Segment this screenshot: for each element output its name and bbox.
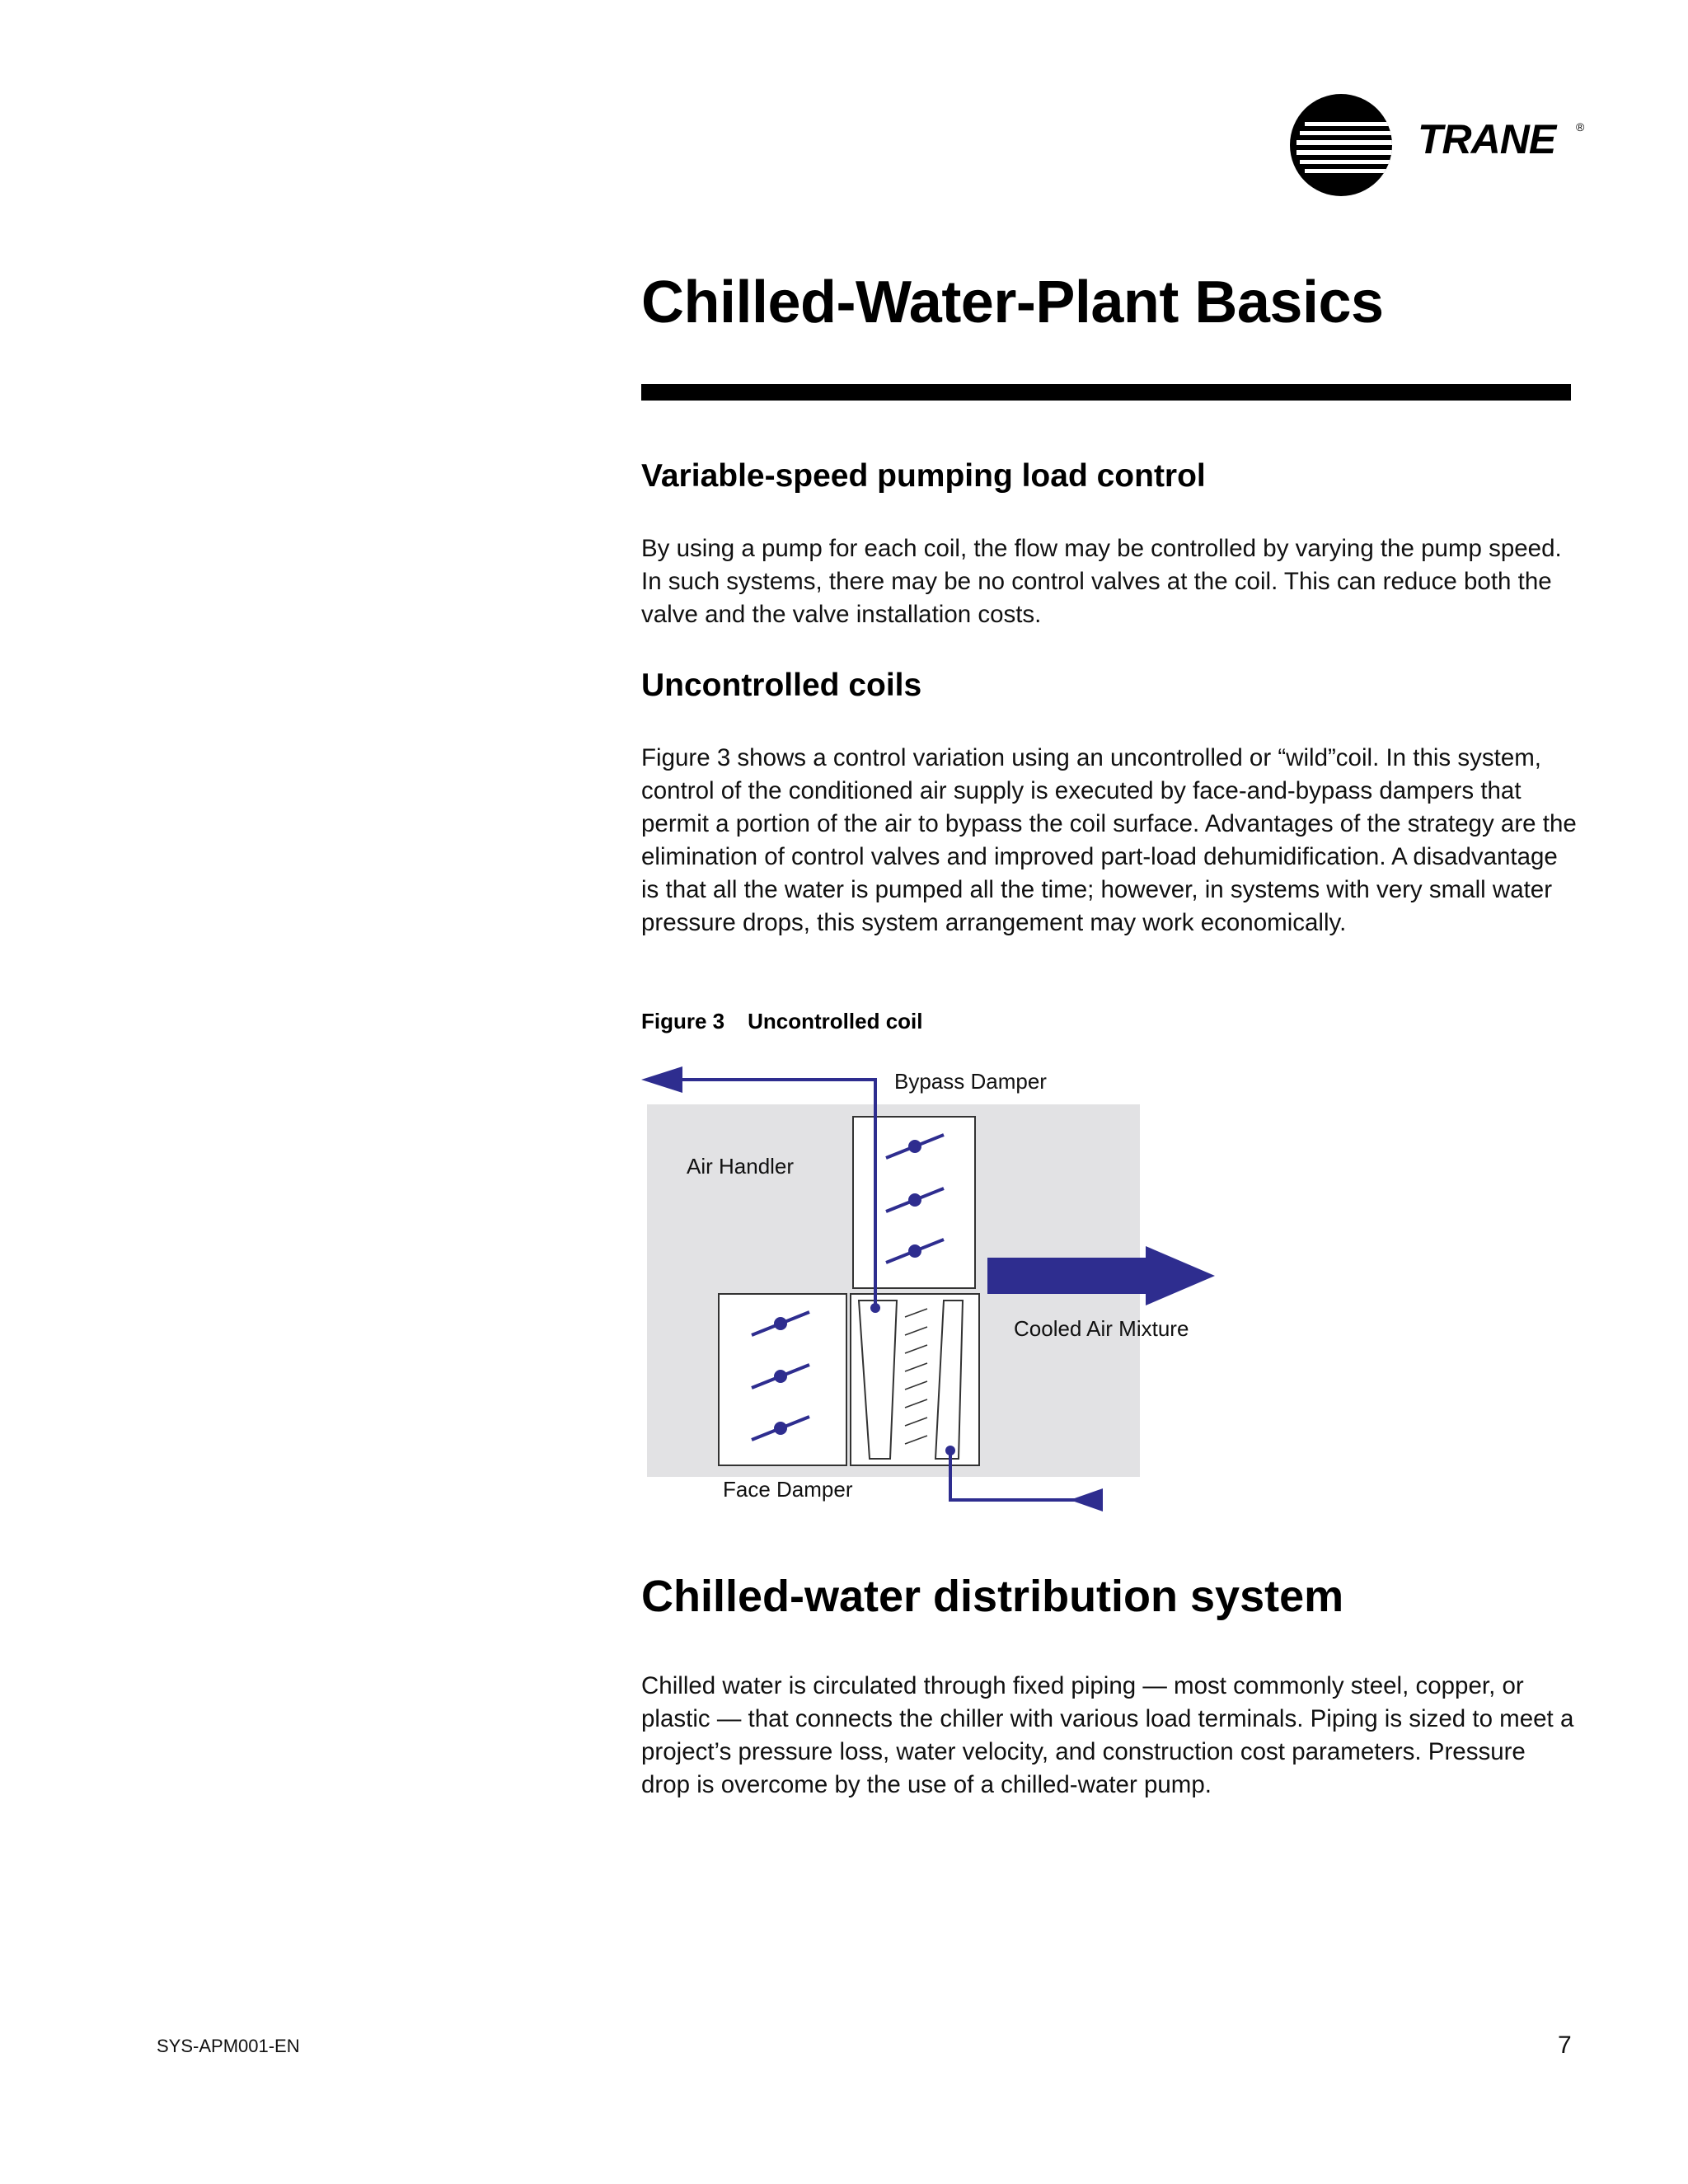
section-heading-variable-speed: Variable-speed pumping load control <box>641 458 1206 494</box>
page-title: Chilled-Water-Plant Basics <box>641 269 1384 335</box>
registered-mark: ® <box>1576 120 1585 134</box>
label-bypass-damper: Bypass Damper <box>894 1069 1047 1094</box>
diagram-graphic <box>635 1055 1236 1516</box>
section-heading-distribution: Chilled-water distribution system <box>641 1572 1344 1621</box>
trane-globe-icon <box>1288 92 1395 198</box>
section-body-variable-speed: By using a pump for each coil, the flow may be controlled by varying the pump speed. In such systems, there may be no control valves at the coil. This can reduce both the valve and the valve installation costs. <box>641 535 1562 628</box>
brand-wordmark: TRANE <box>1418 116 1556 162</box>
return-connection-dot <box>945 1446 955 1455</box>
title-rule <box>641 384 1571 401</box>
figure-number: Figure 3 <box>641 1009 725 1033</box>
water-leaving-arrow-icon <box>641 1066 682 1093</box>
supply-connection-dot <box>870 1303 880 1313</box>
uncontrolled-coil-diagram <box>635 1055 1236 1516</box>
section-body-uncontrolled-coils: Figure 3 shows a control variation using an uncontrolled or “wild”coil. In this system, control of the conditioned air supply is executed by face-and-bypass dampers that permit a portion of the air to bypass the coil surface. Advantages of the strategy are the elimination of control valves and improved part-load dehumidification. A disadvantage is that all the water is pumped all the time; however, in systems with very small water pressure drops, this system arrangement may work economically. <box>641 744 1577 936</box>
figure-caption <box>641 1009 922 1034</box>
page-number: 7 <box>1558 2032 1572 2059</box>
water-entering-arrow-icon <box>1070 1488 1103 1511</box>
figure-title: Uncontrolled coil <box>748 1009 923 1033</box>
label-air-handler: Air Handler <box>687 1154 795 1179</box>
document-id: SYS-APM001-EN <box>157 2036 300 2056</box>
label-face-damper: Face Damper <box>723 1477 853 1502</box>
label-cooled-air-mixture: Cooled Air Mixture <box>1014 1316 1189 1341</box>
section-body-distribution: Chilled water is circulated through fixed piping — most commonly steel, copper, or plastic — that connects the chiller with various load terminals. Piping is sized to meet a project’s pressure loss, water velocity, and construction cost parameters. Pressure drop is overcome by the use of a chilled-water pump. <box>641 1672 1574 1798</box>
section-heading-uncontrolled-coils: Uncontrolled coils <box>641 668 922 703</box>
